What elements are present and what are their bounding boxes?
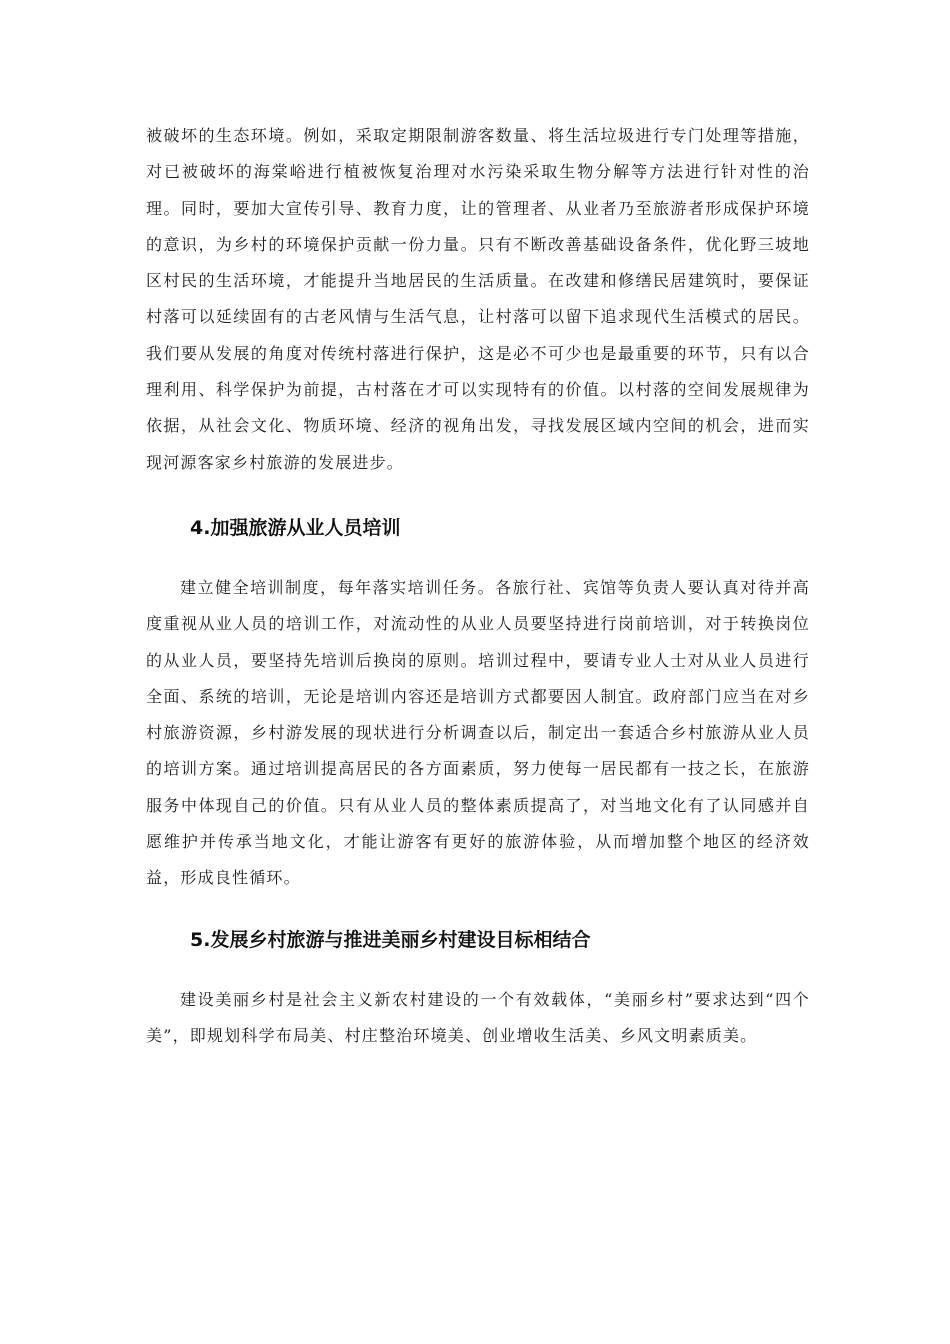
body-paragraph-training: 建立健全培训制度，每年落实培训任务。各旅行社、宾馆等负责人要认真对待并高度重视从业人员的培训工作，对流动性的从业人员要坚持进行岗前培训，对于转换岗位的从业人员，要坚持先培训后换岗的原则。培训过程中，要请专业人士对从业人员进行全面、系统的培训，无论是培训内容还是培训方式都要因人制宜。政府部门应当在对乡村旅游资源，乡村游发展的现状进行分析调查以后，制定出一套适合乡村旅游从业人员的培训方案。通过培训提高居民的各方面素质，努力使每一居民都有一技之长，在旅游服务中体现自己的价值。只有从业人员的整体素质提高了，对当地文化有了认同感并自愿维护并传承当地文化，才能让游客有更好的旅游体验，从而增加整个地区的经济效益，形成良性循环。 [146, 577, 810, 888]
document-body [146, 118, 810, 1054]
spacer [146, 546, 810, 570]
spacer [146, 897, 810, 922]
section-heading-4: 4.加强旅游从业人员培训 [190, 516, 401, 539]
spacer [146, 481, 810, 510]
section-heading-5: 5.发展乡村旅游与推进美丽乡村建设目标相结合 [190, 928, 591, 951]
body-paragraph-beautiful-village: 建设美丽乡村是社会主义新农村建设的一个有效载体，“美丽乡村”要求达到“四个美”，即规划科学布局美、村庄整治环境美、创业增收生活美、乡风文明素质美。 [146, 989, 810, 1045]
spacer [146, 958, 810, 982]
body-paragraph-continued: 被破坏的生态环境。例如，采取定期限制游客数量、将生活垃圾进行专门处理等措施，对已被破坏的海棠峪进行植被恢复治理对水污染采取生物分解等方法进行针对性的治理。同时，要加大宣传引导、教育力度，让的管理者、从业者乃至旅游者形成保护环境的意识，为乡村的环境保护贡献一份力量。只有不断改善基础设备条件，优化野三坡地区村民的生活环境，才能提升当地居民的生活质量。在改建和修缮民居建筑时，要保证村落可以延续固有的古老风情与生活气息，让村落可以留下追求现代生活模式的居民。我们要从发展的角度对传统村落进行保护，这是必不可少也是最重要的环节，只有以合理利用、科学保护为前提，古村落在才可以实现特有的价值。以村落的空间发展规律为依据，从社会文化、物质环境、经济的视角出发，寻找发展区域内空间的机会，进而实现河源客家乡村旅游的发展进步。 [146, 126, 810, 472]
